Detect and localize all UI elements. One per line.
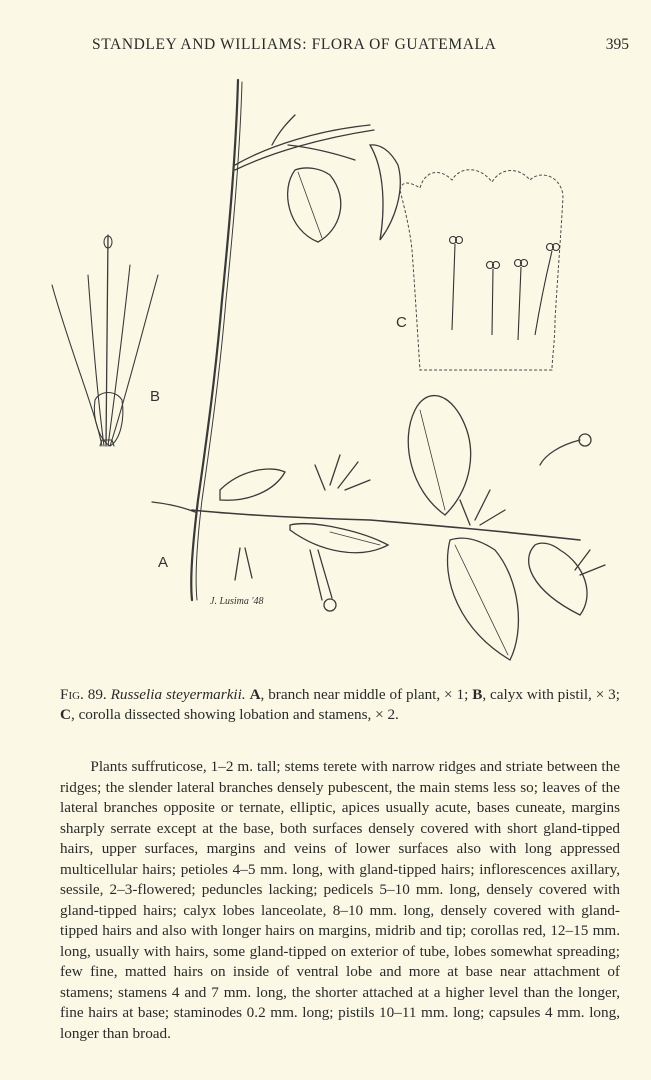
species-description: Plants suffruticose, 1–2 m. tall; stems terete with narrow ridges and striate between the ridges; the slender lateral branches densely pubescent, the main stems less so; leaves of the lateral branches opposite or ternate, elliptic, apices usually acute, bases cuneate, margins sharply serrate except at the base, both surfaces densely covered with short gland-tipped hairs, upper surfaces, margins and veins of lower surfaces also with long appressed multicellular hairs; petioles 4–5 mm. long, with gland-tipped hairs; inflorescences axillary, sessile, 2–3-flowered; peduncles lacking; pedicels 5–10 mm. long, densely covered with gland-tipped hairs; calyx lobes lanceolate, 8–10 mm. long, densely covered with gland-tipped hairs and also with longer hairs on margins, midrib and tip; corollas red, 12–15 mm. long, usually with hairs, some gland-tipped on exterior of tube, lobes somewhat spreading; few fine, matted hairs on inside of ventral lobe and more at base near attachment of stamens; stamens 4 and 7 mm. long, the shorter attached at a higher level than the longer, fine hairs at base; staminodes 0.2 mm. long; pistils 10–11 mm. long; capsules 4 mm. long, longer than broad. — [60, 758, 620, 1042]
species-name: Russelia steyermarkii. — [110, 686, 246, 703]
caption-part-a: , branch near middle of plant, × 1; — [260, 686, 473, 703]
caption-letter-c: C — [60, 706, 71, 723]
caption-letter-b: B — [472, 686, 483, 703]
russelia-drawing — [40, 70, 620, 670]
panel-label-a: A — [158, 554, 169, 571]
artist-signature: J. Lusima '48 — [210, 596, 264, 607]
figure-caption — [60, 685, 620, 725]
caption-letter-a: A — [249, 686, 261, 703]
caption-part-b: , calyx with pistil, × 3; — [482, 686, 620, 703]
panel-label-b: B — [150, 388, 161, 405]
panel-label-c: C — [396, 314, 407, 331]
figure-number: Fig. 89. — [60, 686, 107, 703]
page-header — [0, 36, 651, 60]
botanical-illustration — [40, 70, 620, 670]
page-number: 395 — [605, 36, 629, 53]
running-head: STANDLEY AND WILLIAMS: FLORA OF GUATEMALA — [92, 36, 497, 53]
caption-part-c: , corolla dissected showing lobation and stamens, × 2. — [70, 706, 399, 723]
